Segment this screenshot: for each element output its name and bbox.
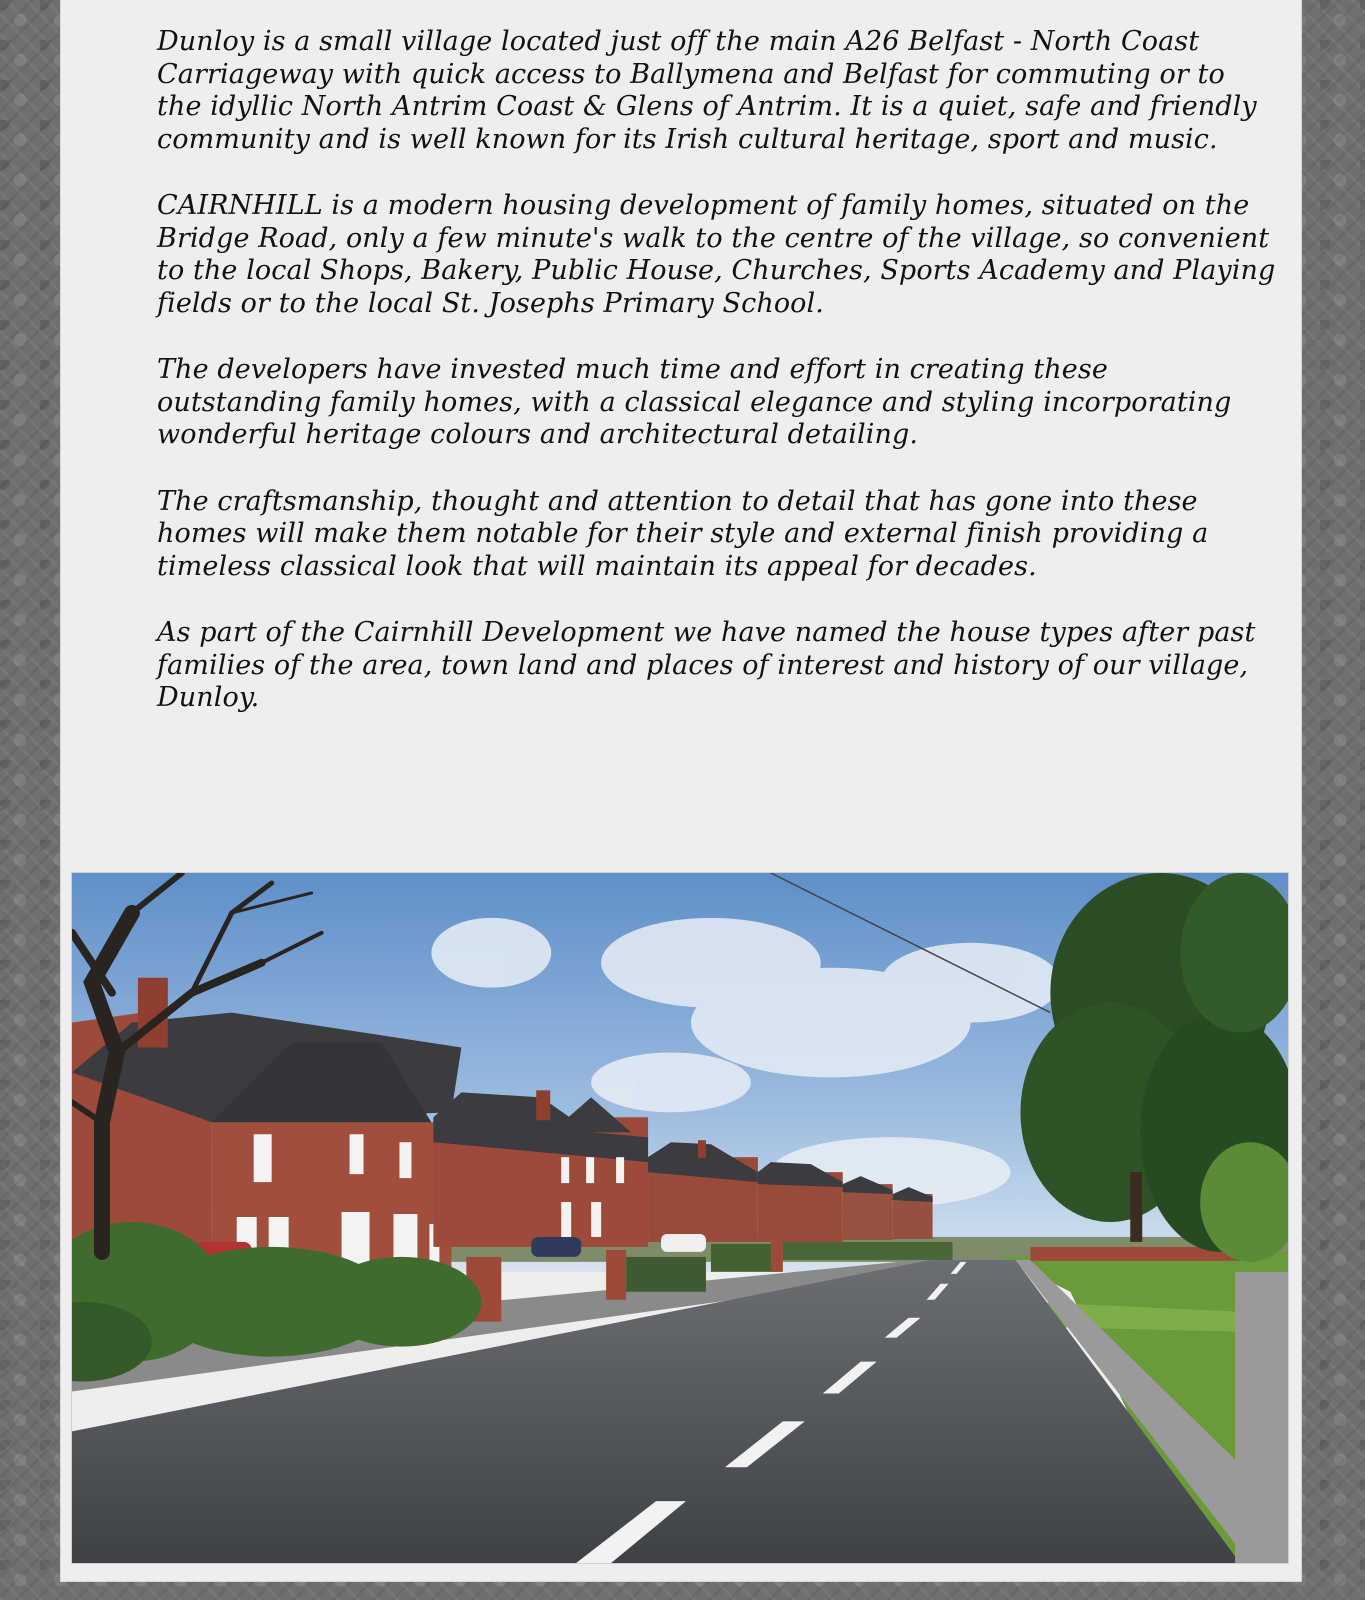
paragraph-house-types: As part of the Cairnhill Development we have named the house types after past families of the area, town land and places of interest and history of our village, Dunloy.: [157, 617, 1256, 713]
paragraph-craftsmanship: The craftsmanship, thought and attention to detail that has gone into these homes will make them notable for their style and external finish providing a timeless classical look that will maintain its appeal for decades.: [157, 485, 1209, 582]
street-render-photo: [71, 872, 1289, 1564]
intro-text: [157, 26, 1277, 749]
brochure-page: [61, 0, 1301, 1581]
street-scene-illustration: [72, 873, 1288, 1563]
paragraph-developers: The developers have invested much time and effort in creating these outstanding family homes, with a classical elegance and styling incorporating wonderful heritage colours and architectural detailing.: [157, 354, 1232, 450]
paragraph-cairnhill: CAIRNHILL is a modern housing development of family homes, situated on the Bridge Road, only a few minute's walk to the centre of the village, so convenient to the local Shops, Bakery, Public House, Churches, Sports Academy and Playing fields or to the local St. Josephs Primary School.: [157, 190, 1276, 319]
paragraph-dunloy: Dunloy is a small village located just off the main A26 Belfast - North Coast Carriageway with quick access to Ballymena and Belfast for commuting or to the idyllic North Antrim Coast & Glens of Antrim. It is a quiet, safe and friendly community and is well known for its Irish cultural heritage, sport and music.: [157, 26, 1257, 155]
